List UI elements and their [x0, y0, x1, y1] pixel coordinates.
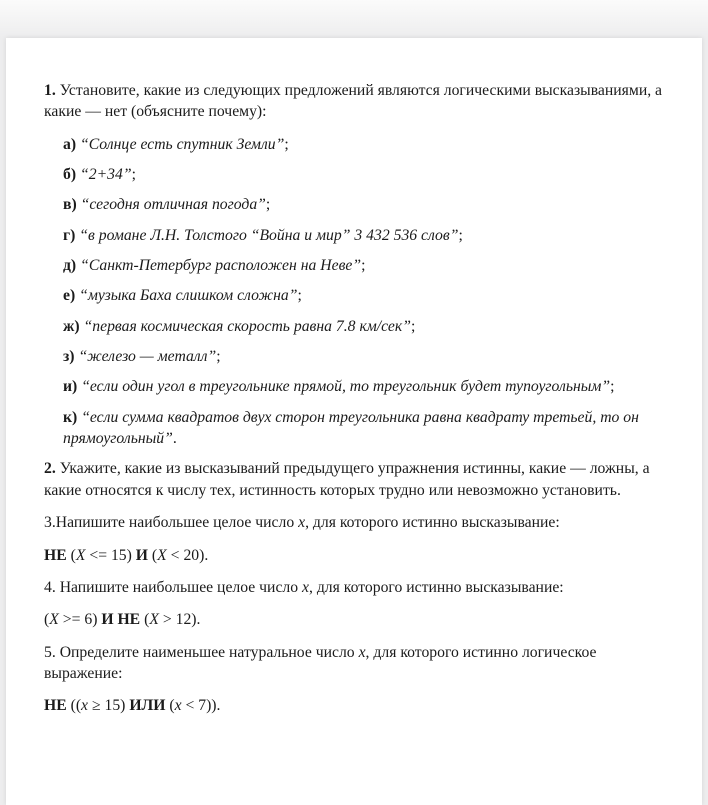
problem-1-item-g	[44, 225, 664, 246]
text-segment: ;	[410, 317, 416, 335]
text-segment: 3.Напишите наибольшее целое число	[44, 514, 299, 532]
text-segment: (	[44, 611, 50, 629]
text-segment: “Санкт-Петербург расположен на Неве”	[80, 257, 362, 275]
problem-1-item-z	[44, 346, 664, 367]
problem-1	[44, 80, 664, 123]
text-segment: 5. Определите наименьшее натуральное число	[44, 643, 359, 661]
text-segment: “если один угол в треугольнике прямой, то треугольник будет тупоугольным”	[81, 378, 611, 396]
text-segment: а)	[63, 135, 80, 153]
text-segment: “сегодня отличная погода”	[80, 196, 266, 214]
text-segment: з)	[63, 348, 79, 366]
text-segment: ;	[297, 287, 302, 305]
text-segment: ж)	[63, 317, 84, 335]
text-segment: И	[135, 546, 148, 564]
text-segment: к)	[63, 408, 82, 426]
text-segment: X	[75, 546, 86, 564]
text-segment: “Солнце есть спутник Земли”	[80, 135, 285, 153]
document-page	[6, 38, 702, 805]
problem-3-formula	[44, 545, 664, 566]
text-segment: 1.	[44, 82, 60, 99]
problem-1-item-e	[44, 285, 664, 306]
problem-5-formula	[44, 695, 664, 716]
text-segment: , для которого истинно логическое выражение:	[44, 643, 597, 682]
text-segment: X	[149, 611, 159, 629]
text-segment: x	[298, 514, 306, 532]
text-segment: < 20).	[166, 546, 209, 564]
problem-2	[44, 458, 664, 501]
text-segment: “в романе Л.Н. Толстого “Война и мир” 3 432 536 слов”	[79, 226, 459, 244]
text-segment: “музыка Баха слишком сложна”	[79, 287, 298, 305]
text-segment: (	[148, 546, 158, 564]
text-segment: б)	[63, 166, 80, 184]
problem-1-item-k	[44, 407, 664, 450]
text-segment: Установите, какие из следующих предложений являются логическими высказываниями, а какие — нет (объясните почему):	[44, 82, 663, 121]
text-segment: >= 6)	[58, 611, 102, 629]
text-segment: НЕ	[44, 546, 67, 564]
text-segment: X	[157, 546, 167, 564]
text-segment: д)	[63, 257, 81, 275]
text-segment: x	[358, 643, 366, 661]
problem-1-item-i	[44, 376, 664, 397]
text-segment: г)	[63, 226, 80, 244]
problem-5	[44, 642, 664, 685]
text-segment: ;	[216, 348, 221, 366]
problem-3	[44, 512, 664, 533]
text-segment: “железо — металл”	[78, 348, 217, 366]
text-segment: x	[174, 697, 182, 715]
text-segment: > 12).	[158, 611, 201, 629]
text-segment: ;	[610, 378, 615, 396]
text-segment: ИЛИ	[129, 697, 166, 715]
text-segment: x	[81, 697, 89, 715]
text-segment: 2.	[44, 460, 60, 478]
text-segment: 4. Напишите наибольшее целое число	[44, 578, 303, 596]
document-content	[6, 38, 702, 717]
problem-1-item-d	[44, 255, 664, 276]
text-segment: <= 15)	[85, 546, 136, 564]
text-segment: X	[49, 611, 59, 629]
text-segment: и)	[63, 378, 82, 396]
text-segment: .	[172, 430, 177, 448]
text-segment: ;	[284, 135, 289, 153]
text-segment: ;	[458, 226, 463, 244]
text-segment: , для которого истинно высказывание:	[308, 578, 564, 596]
text-segment: x	[302, 578, 309, 596]
text-segment: (	[66, 546, 76, 564]
text-segment: , для которого истинно высказывание:	[305, 514, 560, 532]
text-segment: Укажите, какие из высказываний предыдущего упражнения истинны, какие — ложны, а какие относятся к числу тех, истинность которых трудно или невозможно установить.	[44, 460, 650, 499]
text-segment: ((	[66, 697, 82, 715]
text-segment: ≥ 15)	[88, 697, 130, 715]
problem-1-item-b	[44, 164, 664, 185]
problem-1-item-a	[44, 134, 664, 155]
problem-1-item-v	[44, 194, 664, 215]
text-segment: “2+34”	[80, 166, 132, 184]
text-segment: “первая космическая скорость равна 7.8 км/сек”	[83, 317, 411, 335]
text-segment: НЕ	[44, 697, 67, 715]
text-segment: < 7)).	[181, 697, 221, 715]
text-segment: ;	[265, 196, 271, 214]
text-segment: ;	[131, 166, 136, 184]
text-segment: ;	[361, 257, 366, 275]
text-segment: (	[165, 697, 175, 715]
problem-4	[44, 577, 664, 598]
problem-1-item-zh	[44, 316, 664, 337]
text-segment: И НЕ	[101, 611, 141, 629]
problem-4-formula	[44, 609, 664, 630]
text-segment: е)	[63, 287, 80, 305]
text-segment: (	[140, 611, 150, 629]
text-segment: в)	[63, 196, 81, 214]
text-segment: “если сумма квадратов двух сторон треугольника равна квадрату третьей, то он прямоугольный”	[63, 408, 639, 448]
